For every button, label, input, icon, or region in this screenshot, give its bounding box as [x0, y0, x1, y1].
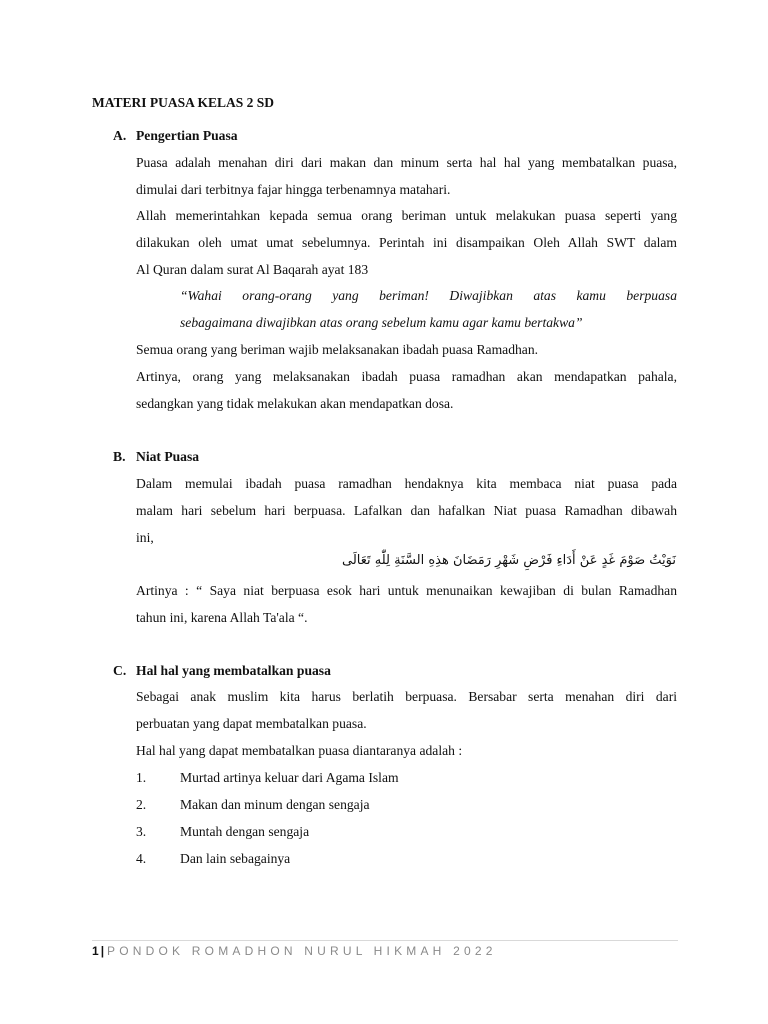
list-item-number: 2.	[136, 797, 147, 812]
list-item: Murtad artinya keluar dari Agama Islam	[180, 770, 399, 785]
paragraph-line: Al Quran dalam surat Al Baqarah ayat 183	[136, 262, 369, 277]
list-item: Dan lain sebagainya	[180, 851, 291, 866]
translation-line: tahun ini, karena Allah Ta'ala “.	[136, 610, 308, 625]
quran-quote-line: “Wahai orang-orang yang beriman! Diwajibkan atas kamu berpuasa	[180, 288, 677, 303]
page-footer	[92, 944, 497, 958]
paragraph-line: Semua orang yang beriman wajib melaksanakan ibadah puasa Ramadhan.	[136, 342, 539, 357]
paragraph-line: Dalam memulai ibadah puasa ramadhan hendaknya kita membaca niat puasa pada	[136, 476, 677, 491]
paragraph-line: dilakukan oleh umat umat sebelumnya. Perintah ini disampaikan Oleh Allah SWT dalam	[136, 235, 677, 250]
section-c-heading: Hal hal yang membatalkan puasa	[136, 663, 331, 678]
paragraph-line: Allah memerintahkan kepada semua orang beriman untuk melakukan puasa seperti yang	[136, 208, 677, 223]
paragraph-line: malam hari sebelum hari berpuasa. Lafalkan dan hafalkan Niat puasa Ramadhan dibawah	[136, 503, 677, 518]
paragraph-line: sedangkan yang tidak melakukan akan mendapatkan dosa.	[136, 396, 454, 411]
list-item: Muntah dengan sengaja	[180, 824, 310, 839]
paragraph-line: ini,	[136, 530, 154, 545]
document-title: MATERI PUASA KELAS 2 SD	[92, 95, 275, 110]
section-c-marker: C.	[113, 663, 127, 678]
quran-quote-line: sebagaimana diwajibkan atas orang sebelum kamu agar kamu bertakwa”	[180, 315, 583, 330]
section-b-heading: Niat Puasa	[136, 449, 200, 464]
paragraph-line: Hal hal yang dapat membatalkan puasa diantaranya adalah :	[136, 743, 463, 758]
section-a-heading: Pengertian Puasa	[136, 128, 238, 143]
paragraph-line: Puasa adalah menahan diri dari makan dan minum serta hal hal yang membatalkan puasa,	[136, 155, 677, 170]
paragraph-line: perbuatan yang dapat membatalkan puasa.	[136, 716, 367, 731]
list-item-number: 4.	[136, 851, 147, 866]
paragraph-line: Sebagai anak muslim kita harus berlatih berpuasa. Bersabar serta menahan diri dari	[136, 689, 677, 704]
section-b-marker: B.	[113, 449, 126, 464]
footer-divider	[92, 940, 678, 941]
section-a-marker: A.	[113, 128, 127, 143]
footer-school-name: PONDOK ROMADHON NURUL HIKMAH 2022	[107, 944, 497, 958]
paragraph-line: dimulai dari terbitnya fajar hingga terbenamnya matahari.	[136, 182, 451, 197]
list-item-number: 1.	[136, 770, 147, 785]
list-item-number: 3.	[136, 824, 147, 839]
list-item: Makan dan minum dengan sengaja	[180, 797, 370, 812]
page-number: 1	[92, 944, 99, 958]
footer-separator: |	[100, 944, 105, 958]
paragraph-line: Artinya, orang yang melaksanakan ibadah puasa ramadhan akan mendapatkan pahala,	[136, 369, 677, 384]
arabic-niat-text: نَوَيْتُ صَوْمَ غَدٍ عَنْ أَدَاءِ فَرْضِ شَهْرِ رَمَضَانَ هذِهِ السَّنَةِ لِلّٰهِ تَعَالَى	[342, 553, 676, 568]
translation-line: Artinya : “ Saya niat berpuasa esok hari untuk menunaikan kewajiban di bulan Ramadhan	[136, 583, 677, 598]
